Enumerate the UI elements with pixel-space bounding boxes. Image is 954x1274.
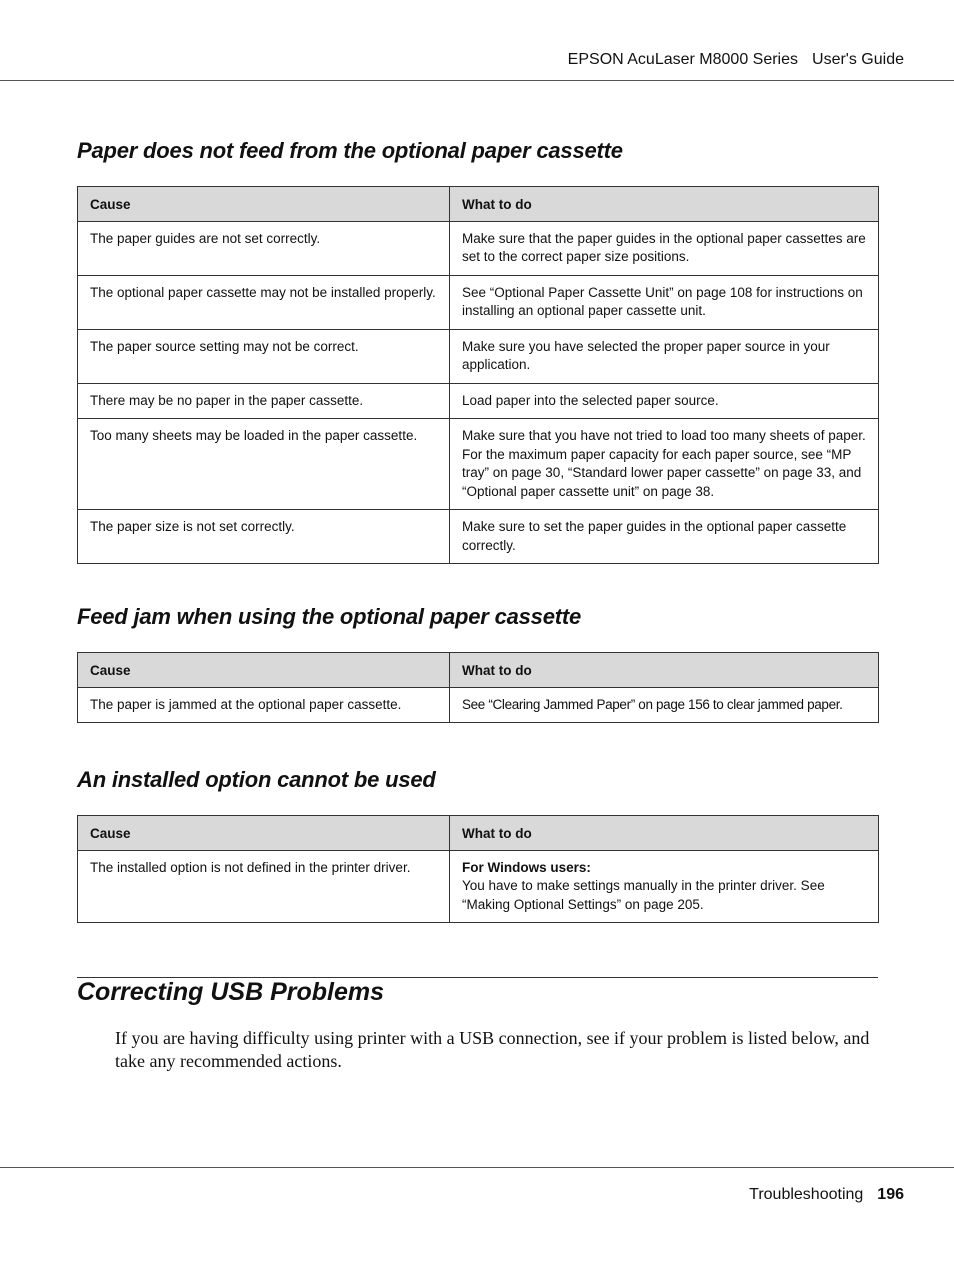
column-header-what-to-do: What to do [450, 187, 879, 222]
table-row [78, 275, 879, 329]
windows-users-heading: For Windows users: [462, 859, 591, 875]
table-row [78, 221, 879, 275]
action-cell: Load paper into the selected paper source. [450, 383, 879, 419]
action-cell: Make sure you have selected the proper paper source in your application. [450, 329, 879, 383]
cause-cell: The paper source setting may not be correct. [78, 329, 450, 383]
heading-correcting-usb: Correcting USB Problems [77, 978, 385, 1006]
running-footer [749, 1186, 904, 1204]
cause-cell: There may be no paper in the paper cassette. [78, 383, 450, 419]
table-row [78, 510, 879, 564]
action-cell: Make sure to set the paper guides in the optional paper cassette correctly. [450, 510, 879, 564]
header-divider [0, 80, 954, 81]
action-cell [450, 850, 879, 923]
cause-cell: The paper is jammed at the optional paper cassette. [78, 687, 450, 723]
header-product-name: EPSON AcuLaser M8000 Series [567, 51, 799, 68]
cause-cell: The paper size is not set correctly. [78, 510, 450, 564]
table-row [78, 687, 879, 723]
footer-chapter: Troubleshooting [749, 1186, 864, 1203]
running-header [568, 51, 904, 69]
table-row [78, 850, 879, 923]
footer-divider [0, 1167, 954, 1168]
table-header-row [78, 187, 879, 222]
table-row [78, 419, 879, 510]
usb-intro-paragraph: If you are having difficulty using printer with a USB connection, see if your problem is listed below, and take any recommended actions. [115, 1028, 870, 1071]
section-title-feed-jam: Feed jam when using the optional paper cassette [77, 604, 582, 629]
action-cell: See “Clearing Jammed Paper” on page 156 to clear jammed paper. [450, 687, 879, 723]
table-header-row [78, 653, 879, 688]
cause-cell: The installed option is not defined in the printer driver. [78, 850, 450, 923]
table-option-unusable [77, 815, 879, 923]
table-row [78, 329, 879, 383]
cause-cell: Too many sheets may be loaded in the paper cassette. [78, 419, 450, 510]
action-cell: See “Optional Paper Cassette Unit” on page 108 for instructions on installing an optional paper cassette unit. [450, 275, 879, 329]
table-feed-jam [77, 652, 879, 723]
table-paper-not-feed [77, 186, 879, 564]
cause-cell: The optional paper cassette may not be installed properly. [78, 275, 450, 329]
action-cell: Make sure that the paper guides in the optional paper cassettes are set to the correct paper size positions. [450, 221, 879, 275]
column-header-cause: Cause [78, 187, 450, 222]
column-header-what-to-do: What to do [450, 816, 879, 851]
cause-cell: The paper guides are not set correctly. [78, 221, 450, 275]
column-header-cause: Cause [78, 816, 450, 851]
action-text: You have to make settings manually in the printer driver. See “Making Optional Settings” on page 205. [462, 878, 825, 912]
action-cell: Make sure that you have not tried to load too many sheets of paper. For the maximum paper capacity for each paper source, see “MP tray” on page 30, “Standard lower paper cassette” on page 33, and “Optional paper cassette unit” on page 38. [450, 419, 879, 510]
table-header-row [78, 816, 879, 851]
column-header-cause: Cause [78, 653, 450, 688]
section-title-option-unusable: An installed option cannot be used [77, 767, 436, 792]
header-guide-name: User's Guide [812, 51, 904, 68]
section-title-paper-not-feed: Paper does not feed from the optional paper cassette [77, 138, 623, 163]
column-header-what-to-do: What to do [450, 653, 879, 688]
page-number: 196 [877, 1186, 904, 1203]
table-row [78, 383, 879, 419]
